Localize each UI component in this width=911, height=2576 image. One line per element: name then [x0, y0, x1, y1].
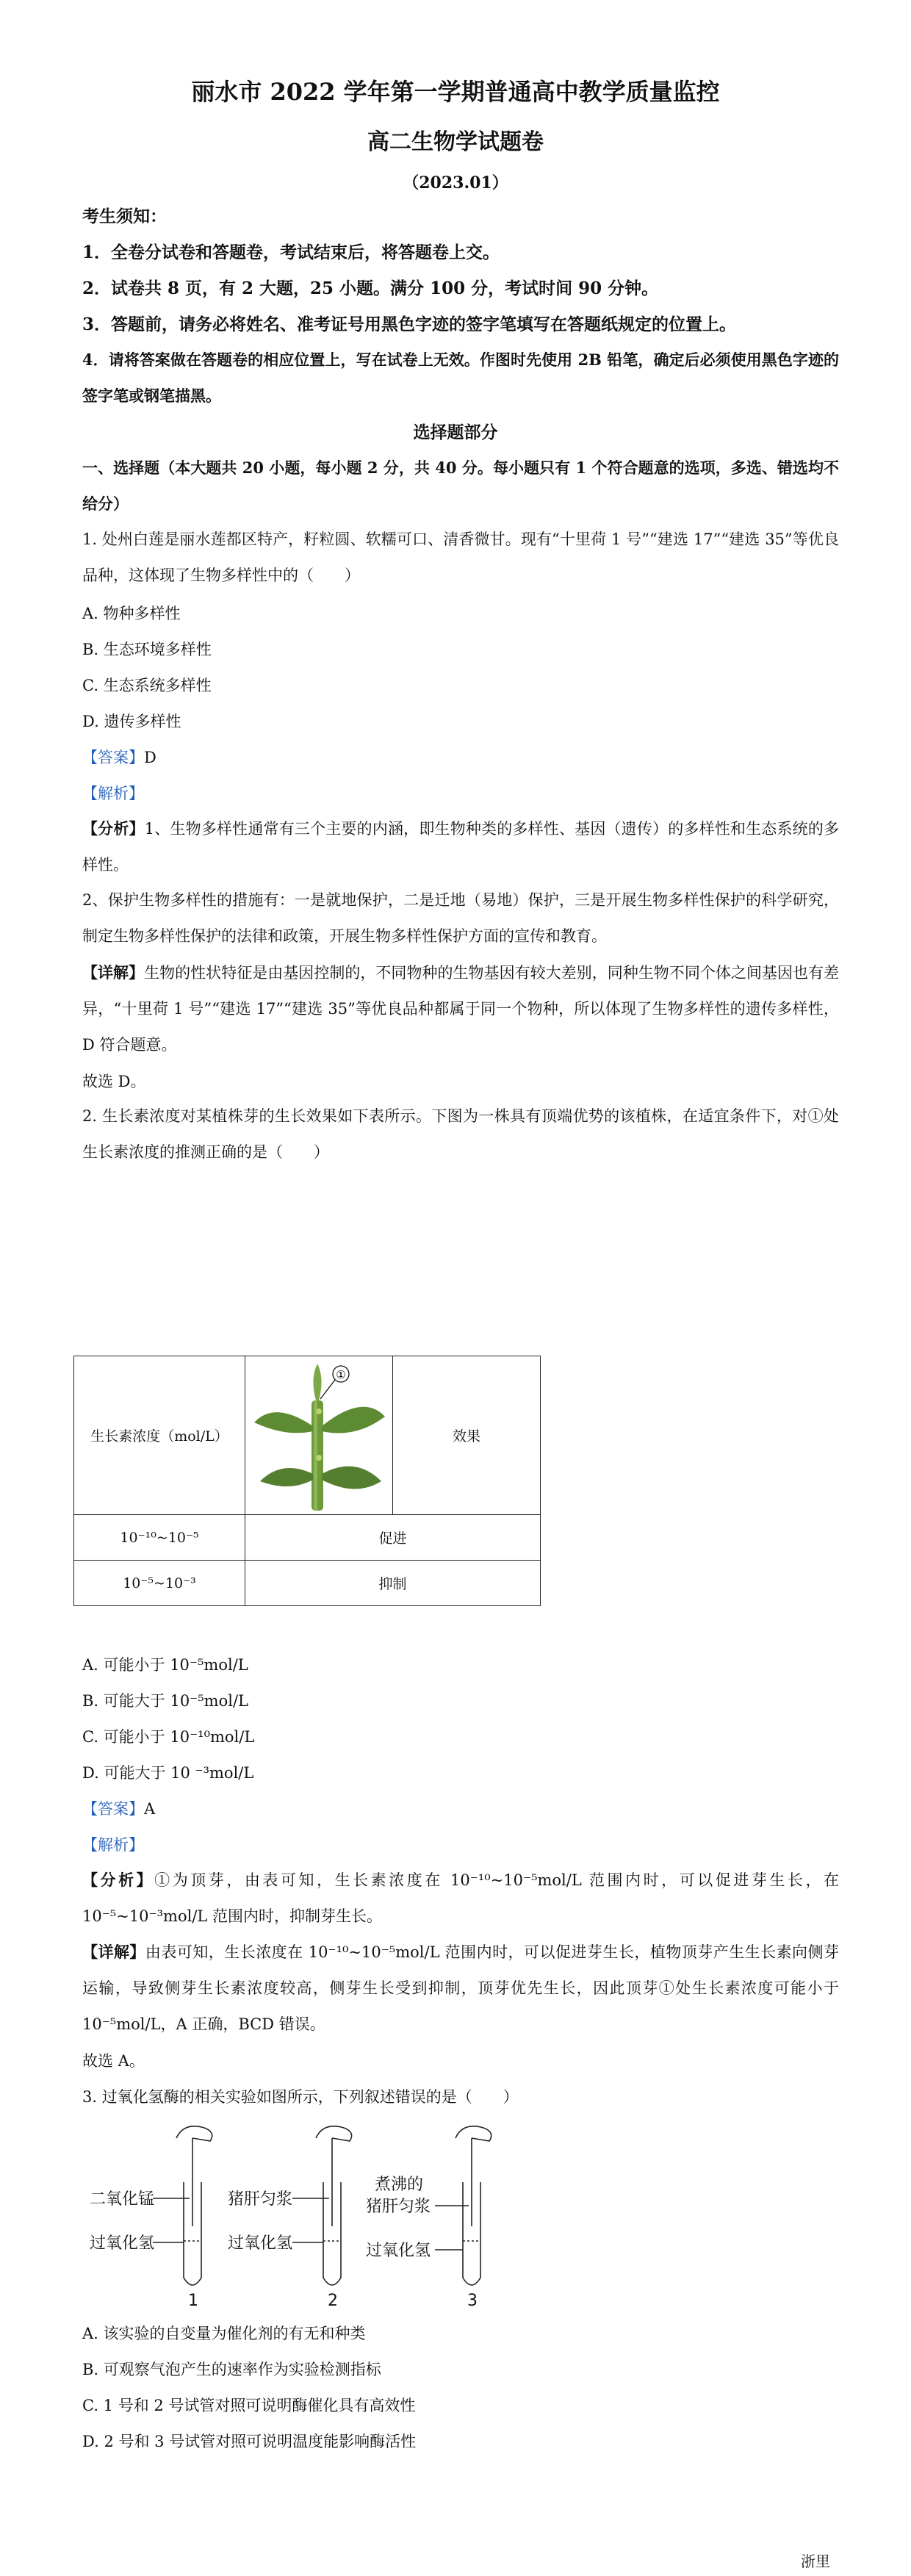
q2-table-header-concentration: 生长素浓度（mol/L） — [74, 1356, 245, 1515]
q1-analysis-1 — [82, 810, 839, 883]
fig-label-mno2: 二氧化锰 — [90, 2190, 155, 2209]
fig-label-h2o2-1: 过氧化氢 — [90, 2234, 155, 2253]
q2-option-d: D. 可能大于 10 ⁻³mol/L — [82, 1764, 254, 1782]
q2-answer-value: A — [144, 1800, 156, 1818]
q2-analysis-text: ①为顶芽，由表可知，生长素浓度在 10⁻¹⁰~10⁻⁵mol/L 范围内时，可以促进芽生长，在 10⁻⁵~10⁻³mol/L 范围内时，抑制芽生长。 — [82, 1871, 840, 1925]
section-heading: 一、选择题（本大题共 20 小题，每小题 2 分，共 40 分。每小题只有 1 个符合题意的选项，多选、错选均不给分） — [82, 458, 839, 513]
q2-option-b: B. 可能大于 10⁻⁵mol/L — [82, 1692, 248, 1710]
q1-answer — [82, 746, 839, 769]
analysis-label: 【分析】 — [82, 1871, 155, 1889]
fig-label-h2o2-3: 过氧化氢 — [366, 2242, 431, 2260]
q3-option-c: C. 1 号和 2 号试管对照可说明酶催化具有高效性 — [82, 2397, 416, 2414]
q1-conclusion: 故选 D。 — [82, 1073, 146, 1090]
q1-option-b: B. 生态环境多样性 — [82, 641, 212, 658]
q2-detail — [82, 1934, 839, 2043]
page-footer: 浙里 — [801, 2552, 830, 2570]
exam-date: （2023.01） — [403, 173, 508, 193]
exam-subtitle: 高二生物学试题卷 — [367, 129, 544, 155]
tube-number-1: 1 — [188, 2292, 198, 2307]
notice-heading: 考生须知： — [82, 206, 167, 226]
q2-table-header-effect: 效果 — [393, 1356, 541, 1515]
q2-row2-range: 10⁻⁵~10⁻³ — [74, 1561, 245, 1606]
exam-title: 丽水市 2022 学年第一学期普通高中教学质量监控 — [191, 78, 720, 106]
q2-row2-effect: 抑制 — [245, 1561, 541, 1606]
analysis-label: 【分析】 — [82, 819, 145, 838]
part-title: 选择题部分 — [413, 422, 498, 442]
detail-label: 【详解】 — [82, 963, 145, 982]
q1-option-c: C. 生态系统多样性 — [82, 677, 212, 694]
q3-stem: 3. 过氧化氢酶的相关实验如图所示，下列叙述错误的是（ ） — [82, 2088, 519, 2106]
q1-option-d: D. 遗传多样性 — [82, 713, 181, 730]
tube-number-2: 2 — [328, 2292, 338, 2307]
q2-analysis-tag: 【解析】 — [82, 1836, 144, 1854]
plant-stem-image — [245, 1356, 392, 1511]
fig-label-boiled: 煮沸的 — [375, 2176, 424, 2194]
q2-option-c: C. 可能小于 10⁻¹⁰mol/L — [82, 1728, 255, 1746]
q3-option-a: A. 该实验的自变量为催化剂的有无和种类 — [82, 2325, 366, 2342]
q1-analysis-1-text: 1、生物多样性通常有三个主要的内涵，即生物种类的多样性、基因（遗传）的多样性和生态系统的多样性。 — [82, 820, 840, 874]
notice-item-2: 2．试卷共 8 页，有 2 大题，25 小题。满分 100 分，考试时间 90 分钟。 — [82, 278, 659, 298]
q1-answer-value: D — [144, 749, 156, 766]
q1-analysis-tag: 【解析】 — [82, 785, 144, 802]
q1-analysis-2: 2、保护生物多样性的措施有：一是就地保护，二是迁地（易地）保护，三是开展生物多样性保护的科学研究，制定生物多样性保护的法律和政策，开展生物多样性保护方面的宣传和教育。 — [82, 891, 839, 945]
q1-detail — [82, 954, 839, 1063]
q2-growth-table — [73, 1356, 541, 1606]
q2-circled-label: ① — [336, 1368, 346, 1381]
q2-option-a: A. 可能小于 10⁻⁵mol/L — [82, 1656, 248, 1674]
tube-number-3: 3 — [467, 2292, 478, 2307]
fig-label-boiled-liver: 猪肝匀浆 — [366, 2198, 431, 2216]
fig-label-h2o2-2: 过氧化氢 — [228, 2234, 293, 2253]
q2-detail-text: 由表可知，生长浓度在 10⁻¹⁰~10⁻⁵mol/L 范围内时，可以促进芽生长，植物顶芽产生生长素向侧芽运输，导致侧芽生长素浓度较高，侧芽生长受到抑制，顶芽优先生长，因此顶芽①处生长素浓度可能小于 10⁻⁵mol/L，A 正确，BCD 错误。 — [82, 1943, 839, 2033]
q2-stem: 2. 生长素浓度对某植株芽的生长效果如下表所示。下图为一株具有顶端优势的该植株，在适宜条件下，对①处生长素浓度的推测正确的是（ ） — [82, 1107, 839, 1161]
q1-option-a: A. 物种多样性 — [82, 605, 181, 622]
q3-experiment-figure — [73, 2116, 558, 2307]
q3-option-d: D. 2 号和 3 号试管对照可说明温度能影响酶活性 — [82, 2433, 417, 2450]
q2-answer — [82, 1797, 839, 1821]
q2-plant-image-cell — [245, 1356, 393, 1515]
detail-label: 【详解】 — [82, 1943, 145, 1961]
q2-conclusion: 故选 A。 — [82, 2052, 145, 2070]
notice-item-1: 1．全卷分试卷和答题卷，考试结束后，将答题卷上交。 — [82, 242, 500, 262]
answer-tag: 【答案】 — [82, 1800, 144, 1818]
notice-item-3: 3．答题前，请务必将姓名、准考证号用黑色字迹的签字笔填写在答题纸规定的位置上。 — [82, 314, 737, 334]
q3-option-b: B. 可观察气泡产生的速率作为实验检测指标 — [82, 2361, 381, 2378]
q1-detail-text: 生物的性状特征是由基因控制的，不同物种的生物基因有较大差别，同种生物不同个体之间基因也有差异，“十里荷 1 号”“建选 17”“建选 35”等优良品种都属于同一个物种，所以体现了生物多样性的遗传多样性，D 符合题意。 — [82, 964, 840, 1054]
q2-analysis — [82, 1862, 839, 1935]
q1-stem: 1. 处州白莲是丽水莲都区特产，籽粒圆、软糯可口、清香微甘。现有“十里荷 1 号”“建选 17”“建选 35”等优良品种，这体现了生物多样性中的（ ） — [82, 530, 839, 584]
answer-tag: 【答案】 — [82, 749, 144, 766]
q2-row1-range: 10⁻¹⁰~10⁻⁵ — [74, 1515, 245, 1561]
fig-label-liver: 猪肝匀浆 — [228, 2190, 293, 2209]
q2-row1-effect: 促进 — [245, 1515, 541, 1561]
notice-item-4: 4．请将答案做在答题卷的相应位置上，写在试卷上无效。作图时先使用 2B 铅笔，确定后必须使用黑色字迹的签字笔或钢笔描黑。 — [82, 350, 839, 405]
